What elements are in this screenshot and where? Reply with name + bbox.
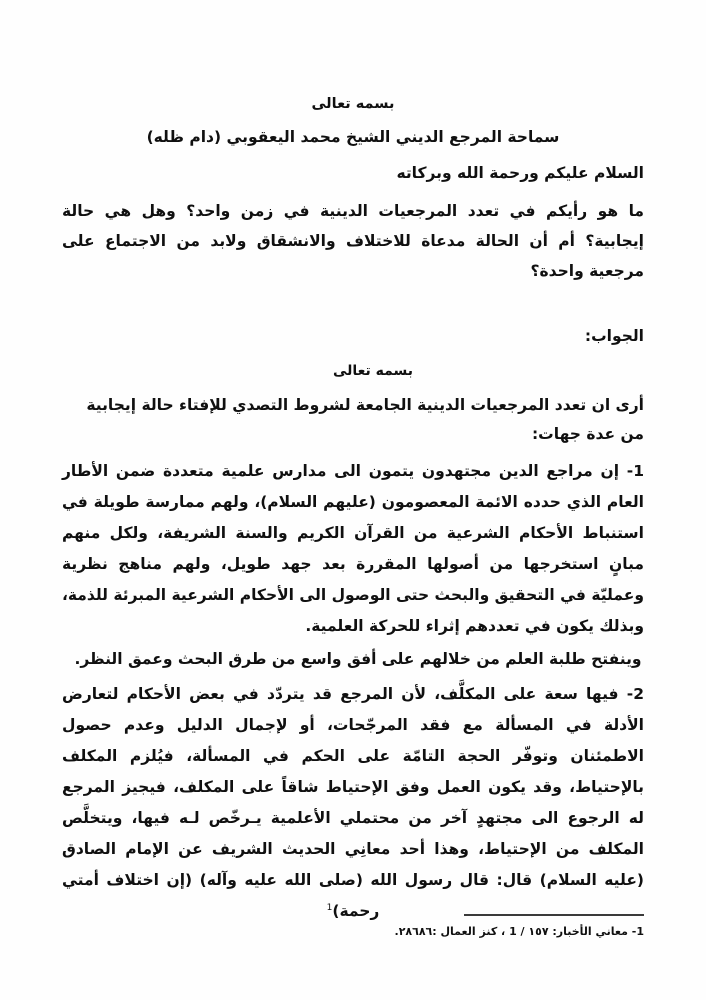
- footnote-separator: [464, 914, 644, 916]
- answer-item-1-number: 1-: [626, 461, 644, 480]
- answer-item-1-text: إن مراجع الدين مجتهدون يتمون الى مدارس علمية متعددة ضمن الأطار العام الذي حدده الائمة المعصومون (عليهم السلام)، ولهم ممارسة طويلة في استنباط الأحكام الشرعية من القرآن الكريم والسنة الشريفة، ولكل منهم مبانٍ استخرجها من أصولها المقررة بعد جهد طويل، ولهم مناهج نظرية وعمليّة في التحقيق والبحث حتى الوصول الى الأحكام الشرعية المبرئة للذمة، وبذلك يكون في تعددهم إثراء للحركة العلمية.: [62, 461, 644, 635]
- footnote-text: 1- معاني الأخبار: ١٥٧ / 1 ، كنز العمال :٢٨٦٨٦.: [394, 925, 644, 938]
- answer-item-1-tail: وينفتح طلبة العلم من خلالهم على أفق واسع من طرق البحث وعمق النظر.: [74, 649, 642, 668]
- header-addressee: سماحة المرجع الديني الشيخ محمد اليعقوبي (دام ظله): [146, 128, 560, 146]
- footnote-marker: 1: [326, 902, 333, 913]
- footnote-area: [62, 914, 644, 938]
- document-content: [62, 96, 644, 929]
- answer-item-2-text: فيها سعة على المكلَّف، لأن المرجع قد يتردّد في بعض الأحكام لتعارض الأدلة في المسألة مع فقد المرجّحات، أو لإجمال الدليل وعدم حصول الاطمئنان وتوفّر الحجة التامّة على الحكم في المسألة، فيُلزم المكلف بالإحتياط، وقد يكون العمل وفق الإحتياط شاقاً على المكلف، فيجيز المرجع له الرجوع الى مجتهدٍ آخر من محتملي الأعلمية يـرخّص لـه فيها، ويتخلَّص المكلف من الإحتياط، وهذا أحد معانِي الحديث الشريف عن الإمام الصادق (عليه السلام) قال: قال رسول الله (صلى الله عليه وآله) (إن اختلاف أمتي رحمة): [62, 684, 644, 920]
- answer-item-2-number: 2-: [626, 684, 645, 703]
- answer-item-1: [62, 456, 644, 642]
- header-basmala: بسمه تعالى: [311, 96, 395, 112]
- answer-label: الجواب:: [584, 326, 644, 345]
- header-greeting: السلام عليكم ورحمة الله وبركاته: [396, 164, 644, 182]
- question-text: ما هو رأيكم في تعدد المرجعيات الدينية في زمن واحد؟ وهل هي حالة إيجابية؟ أم أن الحالة مدعاة للاختلاف والانشقاق ولابد من الاجتماع على مرجعية واحدة؟: [62, 202, 644, 281]
- answer-basmala: بسمه تعالى: [332, 362, 414, 379]
- answer-intro: أرى ان تعدد المرجعيات الدينية الجامعة لشروط التصدي للإفتاء حالة إيجابية من عدة جهات:: [86, 395, 644, 444]
- answer-item-2: [62, 679, 644, 927]
